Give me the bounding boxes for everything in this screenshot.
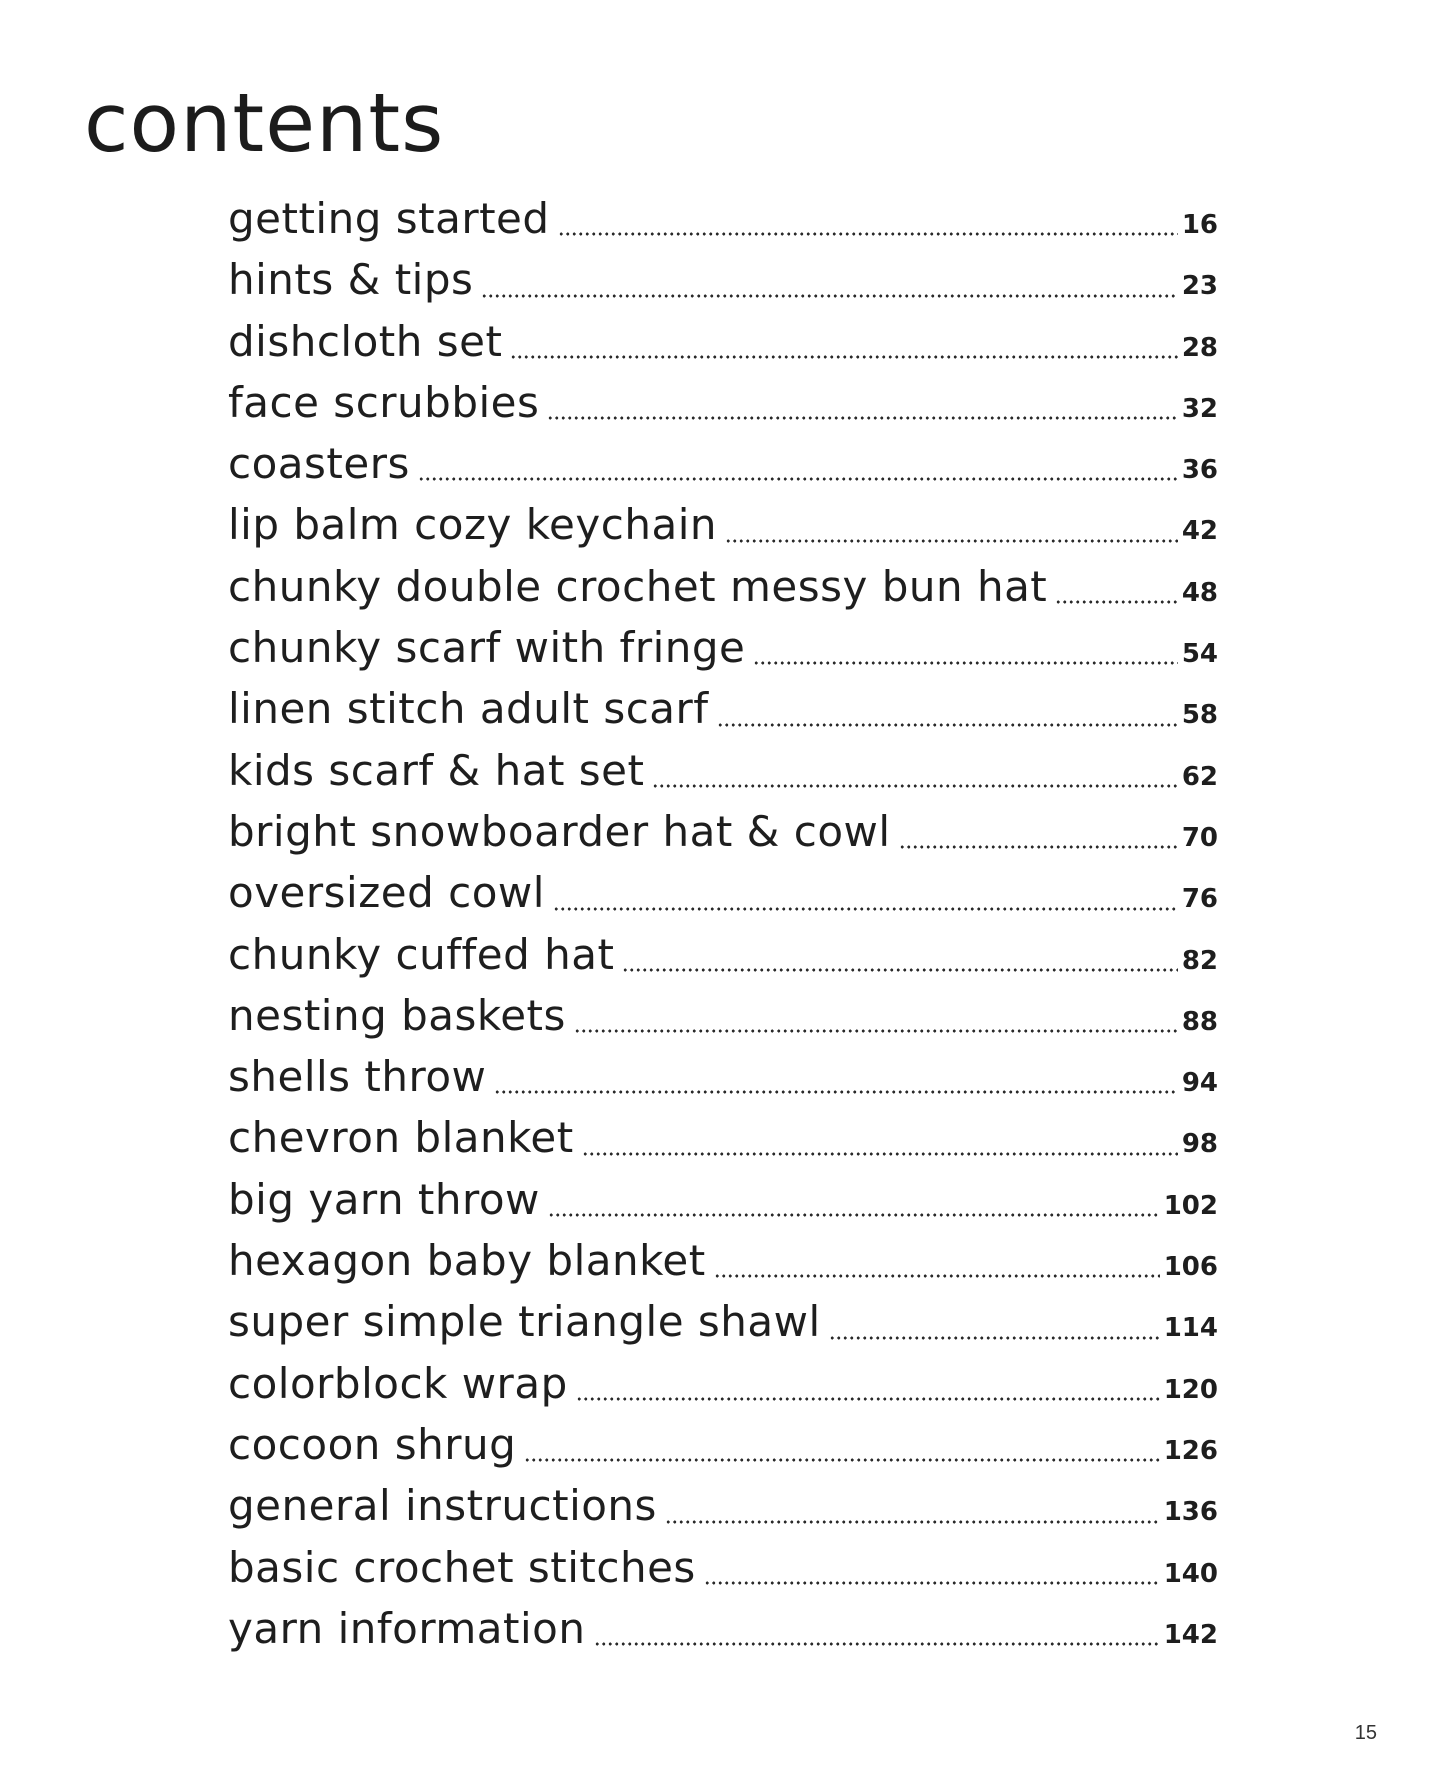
toc-entry-page: 32 bbox=[1181, 393, 1218, 424]
toc-entry-title: super simple triangle shawl bbox=[228, 1297, 821, 1347]
toc-entry-title: cocoon shrug bbox=[228, 1419, 517, 1469]
toc-entry-page: 62 bbox=[1181, 761, 1218, 792]
toc-entry-chevron-blanket[interactable] bbox=[228, 1113, 1218, 1174]
toc-entry-getting-started[interactable] bbox=[228, 194, 1218, 255]
toc-entry-title: face scrubbies bbox=[228, 377, 540, 427]
dot-leader bbox=[494, 1090, 1177, 1094]
toc-entry-title: coasters bbox=[228, 439, 410, 489]
toc-entry-page: 106 bbox=[1163, 1252, 1218, 1283]
toc-entry-title: colorblock wrap bbox=[228, 1358, 568, 1408]
dot-leader bbox=[524, 1458, 1159, 1462]
dot-leader bbox=[652, 784, 1177, 788]
dot-leader bbox=[594, 1642, 1160, 1646]
dot-leader bbox=[665, 1520, 1160, 1524]
toc-entry-yarn-information[interactable] bbox=[228, 1604, 1218, 1665]
dot-leader bbox=[548, 1213, 1160, 1217]
toc-entry-super-simple-triangle-shawl[interactable] bbox=[228, 1297, 1218, 1358]
dot-leader bbox=[547, 416, 1177, 420]
toc-entry-page: 98 bbox=[1181, 1129, 1218, 1160]
toc-entry-title: chevron blanket bbox=[228, 1113, 574, 1163]
toc-entry-page: 82 bbox=[1181, 945, 1218, 976]
toc-entry-cocoon-shrug[interactable] bbox=[228, 1420, 1218, 1481]
toc-entry-page: 23 bbox=[1181, 271, 1218, 302]
dot-leader bbox=[1055, 600, 1178, 604]
toc-entry-coasters[interactable] bbox=[228, 439, 1218, 500]
toc-entry-title: chunky cuffed hat bbox=[228, 929, 615, 979]
toc-entry-page: 114 bbox=[1163, 1313, 1218, 1344]
toc-entry-oversized-cowl[interactable] bbox=[228, 868, 1218, 929]
toc-entry-page: 102 bbox=[1163, 1190, 1218, 1221]
toc-entry-page: 76 bbox=[1181, 884, 1218, 915]
toc-entry-page: 48 bbox=[1181, 577, 1218, 608]
toc-entry-title: yarn information bbox=[228, 1603, 586, 1653]
dot-leader bbox=[753, 661, 1177, 665]
toc-entry-page: 88 bbox=[1181, 1006, 1218, 1037]
dot-leader bbox=[717, 723, 1178, 727]
toc-entry-title: oversized cowl bbox=[228, 868, 545, 918]
toc-entry-page: 126 bbox=[1163, 1435, 1218, 1466]
page-title: contents bbox=[84, 77, 445, 172]
toc-entry-bright-snowboarder-hat-cowl[interactable] bbox=[228, 807, 1218, 868]
toc-entry-page: 140 bbox=[1163, 1558, 1218, 1589]
toc-entry-title: hexagon baby blanket bbox=[228, 1236, 706, 1286]
toc-entry-page: 70 bbox=[1181, 822, 1218, 853]
toc-entry-nesting-baskets[interactable] bbox=[228, 991, 1218, 1052]
toc-entry-page: 16 bbox=[1181, 210, 1218, 240]
toc-entry-messy-bun-hat[interactable] bbox=[228, 562, 1218, 623]
toc-entry-page: 28 bbox=[1181, 332, 1218, 363]
toc-entry-title: getting started bbox=[228, 194, 550, 243]
toc-entry-title: big yarn throw bbox=[228, 1174, 540, 1224]
toc-entry-title: chunky scarf with fringe bbox=[228, 623, 746, 673]
toc-entry-page: 136 bbox=[1163, 1497, 1218, 1528]
toc-entry-kids-scarf-hat-set[interactable] bbox=[228, 746, 1218, 807]
dot-leader bbox=[899, 845, 1178, 849]
toc-entry-page: 120 bbox=[1163, 1374, 1218, 1405]
toc-entry-page: 36 bbox=[1181, 455, 1218, 486]
toc-entry-chunky-scarf-with-fringe[interactable] bbox=[228, 623, 1218, 684]
toc-entry-shells-throw[interactable] bbox=[228, 1052, 1218, 1113]
toc-entry-page: 94 bbox=[1181, 1068, 1218, 1099]
toc-entry-linen-stitch-adult-scarf[interactable] bbox=[228, 684, 1218, 745]
toc-entry-title: nesting baskets bbox=[228, 990, 566, 1040]
dot-leader bbox=[558, 232, 1178, 236]
toc-entry-title: shells throw bbox=[228, 1052, 487, 1102]
toc-entry-page: 58 bbox=[1181, 700, 1218, 731]
toc-entry-title: hints & tips bbox=[228, 255, 474, 305]
toc-entry-page: 42 bbox=[1181, 516, 1218, 547]
toc-entry-lip-balm-cozy-keychain[interactable] bbox=[228, 500, 1218, 561]
toc-entry-general-instructions[interactable] bbox=[228, 1481, 1218, 1542]
table-of-contents bbox=[228, 194, 1218, 1665]
toc-entry-page: 54 bbox=[1181, 639, 1218, 670]
toc-entry-title: dishcloth set bbox=[228, 316, 503, 366]
dot-leader bbox=[829, 1336, 1160, 1340]
toc-entry-hexagon-baby-blanket[interactable] bbox=[228, 1236, 1218, 1297]
toc-entry-title: bright snowboarder hat & cowl bbox=[228, 806, 891, 856]
toc-entry-title: lip balm cozy keychain bbox=[228, 500, 717, 550]
toc-entry-page: 142 bbox=[1163, 1619, 1218, 1650]
dot-leader bbox=[725, 539, 1178, 543]
dot-leader bbox=[553, 907, 1178, 911]
dot-leader bbox=[582, 1152, 1178, 1156]
toc-entry-title: general instructions bbox=[228, 1481, 657, 1531]
toc-entry-hints-tips[interactable] bbox=[228, 255, 1218, 316]
toc-entry-face-scrubbies[interactable] bbox=[228, 378, 1218, 439]
dot-leader bbox=[574, 1029, 1178, 1033]
dot-leader bbox=[576, 1397, 1160, 1401]
toc-entry-chunky-cuffed-hat[interactable] bbox=[228, 930, 1218, 991]
dot-leader bbox=[704, 1581, 1160, 1585]
toc-entry-colorblock-wrap[interactable] bbox=[228, 1359, 1218, 1420]
toc-entry-dishcloth-set[interactable] bbox=[228, 317, 1218, 378]
dot-leader bbox=[510, 355, 1177, 359]
dot-leader bbox=[481, 294, 1177, 298]
toc-entry-title: kids scarf & hat set bbox=[228, 745, 645, 795]
toc-entry-big-yarn-throw[interactable] bbox=[228, 1175, 1218, 1236]
toc-entry-title: basic crochet stitches bbox=[228, 1542, 696, 1592]
toc-entry-title: chunky double crochet messy bun hat bbox=[228, 561, 1048, 611]
toc-entry-basic-crochet-stitches[interactable] bbox=[228, 1543, 1218, 1604]
dot-leader bbox=[418, 477, 1178, 481]
toc-entry-title: linen stitch adult scarf bbox=[228, 684, 709, 734]
page-number: 15 bbox=[1354, 1722, 1377, 1744]
dot-leader bbox=[622, 968, 1177, 972]
dot-leader bbox=[714, 1274, 1160, 1278]
